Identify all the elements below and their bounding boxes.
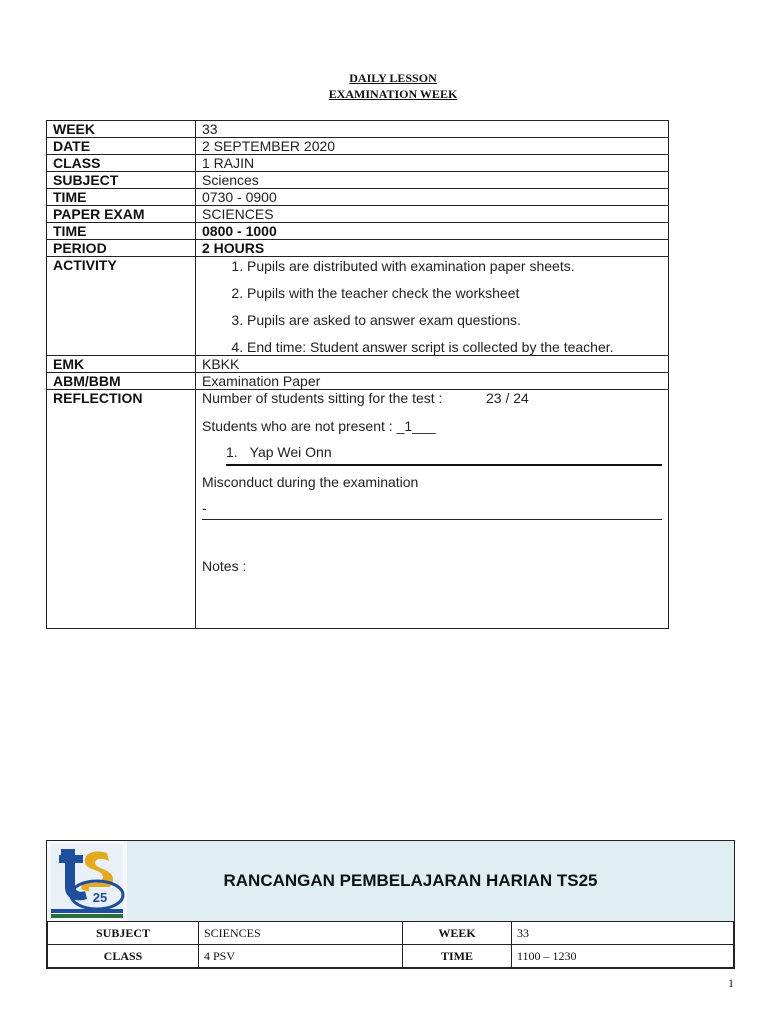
emk-value: KBKK <box>196 356 669 373</box>
absent-student-item <box>226 444 662 466</box>
rph-class-label: CLASS <box>48 945 199 968</box>
table-row <box>47 240 669 257</box>
activity-value <box>196 257 669 356</box>
absent-student-name: Yap Wei Onn <box>249 444 332 460</box>
period-value: 2 HOURS <box>196 240 669 257</box>
table-row <box>47 257 669 356</box>
svg-text:25: 25 <box>92 890 108 905</box>
table-row <box>47 138 669 155</box>
paper-exam-value: SCIENCES <box>196 206 669 223</box>
table-row <box>48 922 734 945</box>
rph-week-value: 33 <box>512 922 734 945</box>
rph-header <box>47 841 734 921</box>
list-item: 2. Pupils with the teacher check the worksheet <box>247 285 662 301</box>
table-row <box>47 223 669 240</box>
exam-time-value: 0800 - 1000 <box>196 223 669 240</box>
date-label: DATE <box>47 138 196 155</box>
paper-exam-label: PAPER EXAM <box>47 206 196 223</box>
absent-student-number: 1. <box>226 444 238 460</box>
rph-time-value: 1100 – 1230 <box>512 945 734 968</box>
ts25-logo-icon <box>47 841 127 921</box>
list-item: 1. Pupils are distributed with examination paper sheets. <box>247 258 662 274</box>
reflection-label: REFLECTION <box>47 390 196 629</box>
abm-label: ABM/BBM <box>47 373 196 390</box>
period-label: PERIOD <box>47 240 196 257</box>
table-row <box>47 373 669 390</box>
rph-subject-label: SUBJECT <box>48 922 199 945</box>
reflection-value <box>196 390 669 629</box>
activity-label: ACTIVITY <box>47 257 196 356</box>
list-item: 3. Pupils are asked to answer exam questions. <box>247 312 662 328</box>
heading-daily-lesson: DAILY LESSON <box>349 71 437 85</box>
table-row <box>47 206 669 223</box>
table-row <box>48 945 734 968</box>
misconduct-text: Misconduct during the examination <box>202 474 419 490</box>
heading-examination-week: EXAMINATION WEEK <box>328 87 458 101</box>
week-label: WEEK <box>47 121 196 138</box>
time-value: 0730 - 0900 <box>196 189 669 206</box>
students-sitting-count: 23 / 24 <box>486 390 529 406</box>
table-row <box>47 121 669 138</box>
time-label: TIME <box>47 189 196 206</box>
table-row <box>47 172 669 189</box>
table-row <box>47 189 669 206</box>
list-item: 4. End time: Student answer script is collected by the teacher. <box>247 339 662 355</box>
misconduct-value: - <box>202 500 662 520</box>
page-heading <box>0 70 768 102</box>
students-sitting-text: Number of students sitting for the test : <box>202 390 443 406</box>
table-row <box>47 390 669 629</box>
rph-section <box>46 840 735 969</box>
table-row <box>47 356 669 373</box>
class-label: CLASS <box>47 155 196 172</box>
ts25-logo <box>47 841 127 921</box>
exam-time-label: TIME <box>47 223 196 240</box>
abm-value: Examination Paper <box>196 373 669 390</box>
subject-value: Sciences <box>196 172 669 189</box>
activity-list <box>202 258 662 355</box>
table-row <box>47 155 669 172</box>
rph-table <box>47 921 734 968</box>
rph-time-label: TIME <box>403 945 512 968</box>
date-value: 2 SEPTEMBER 2020 <box>196 138 669 155</box>
rph-title: RANCANGAN PEMBELAJARAN HARIAN TS25 <box>127 841 734 921</box>
class-value: 1 RAJIN <box>196 155 669 172</box>
rph-class-value: 4 PSV <box>199 945 403 968</box>
page-number: 1 <box>728 976 734 990</box>
lesson-table <box>46 120 669 629</box>
emk-label: EMK <box>47 356 196 373</box>
subject-label: SUBJECT <box>47 172 196 189</box>
students-absent-text: Students who are not present : _1___ <box>202 418 436 434</box>
students-sitting <box>202 390 529 406</box>
rph-week-label: WEEK <box>403 922 512 945</box>
notes-label: Notes : <box>202 558 247 574</box>
week-value: 33 <box>196 121 669 138</box>
rph-subject-value: SCIENCES <box>199 922 403 945</box>
